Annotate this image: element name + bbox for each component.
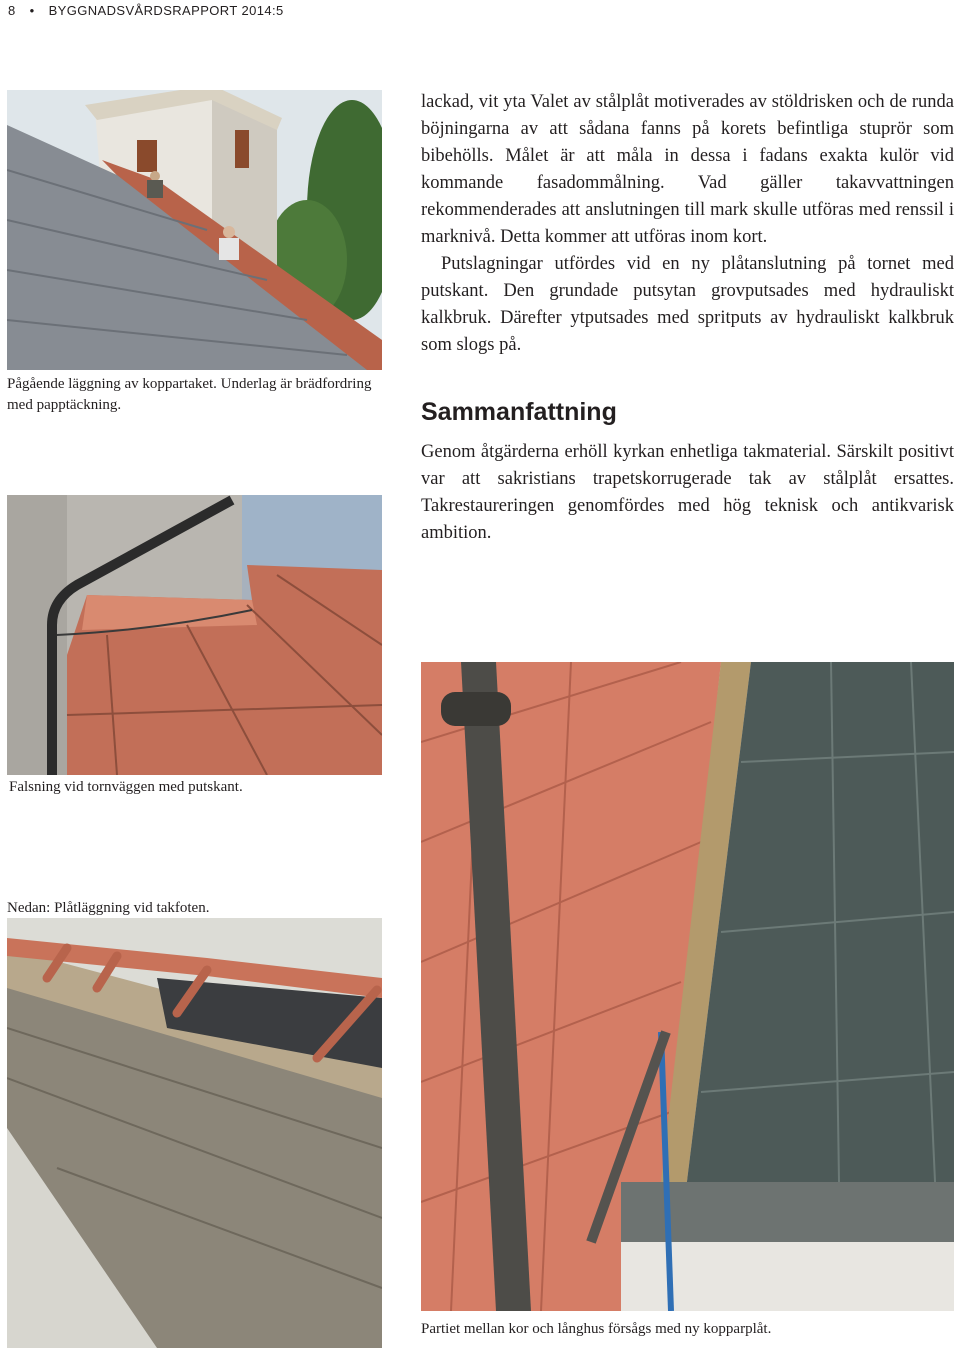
photo-caption: Pågående läggning av koppartaket. Underlag är brädfordring med papptäckning. xyxy=(7,376,372,413)
publication-title: BYGGNADSVÅRDSRAPPORT 2014:5 xyxy=(48,2,284,18)
body-text-column xyxy=(421,89,954,359)
photo-copper-roof-laying xyxy=(7,90,382,370)
photo-caption: Nedan: Plåtläggning vid takfoten. xyxy=(7,900,210,916)
header-bullet: • xyxy=(29,2,35,18)
summary-text xyxy=(421,439,954,547)
photo-eaves-sheet-metal xyxy=(7,918,382,1348)
photo-copper-patina-roof xyxy=(421,662,954,1311)
paragraph: Genom åtgärderna erhöll kyrkan enhetliga takmaterial. Särskilt positivt var att sakristians trapetskorrugerade tak av stålplåt ersattes. Takrestaureringen genomfördes med hög teknisk och antikvarisk ambition. xyxy=(421,442,954,543)
page-number: 8 xyxy=(8,2,16,18)
photo-caption: Falsning vid tornväggen med putskant. xyxy=(9,779,243,795)
paragraph: Putslagningar utfördes vid en ny plåtanslutning på tornet med putskant. Den grundade putsytan grovputsades med hydrauliskt kalkbruk. Därefter ytputsades med spritputs av hydrauliskt kalkbruk som slogs på. xyxy=(421,254,954,355)
photo-tower-wall-seam xyxy=(7,495,382,775)
photo-caption: Partiet mellan kor och långhus försågs med ny kopparplåt. xyxy=(421,1321,772,1337)
page-header xyxy=(8,0,284,20)
section-heading: Sammanfattning xyxy=(421,398,617,426)
paragraph: lackad, vit yta Valet av stålplåt motiverades av stöldrisken och de runda böjningarna av att sådana fanns på korets befintliga stuprör som bibehölls. Målet är att måla in dessa i fadans exakta kulör vid kommande fasadommålning. Vad gäller takavvattningen rekommenderades att anslutningen till mark skulle utföras med renssil i marknivå. Detta kommer att utföras inom kort. xyxy=(421,92,954,247)
